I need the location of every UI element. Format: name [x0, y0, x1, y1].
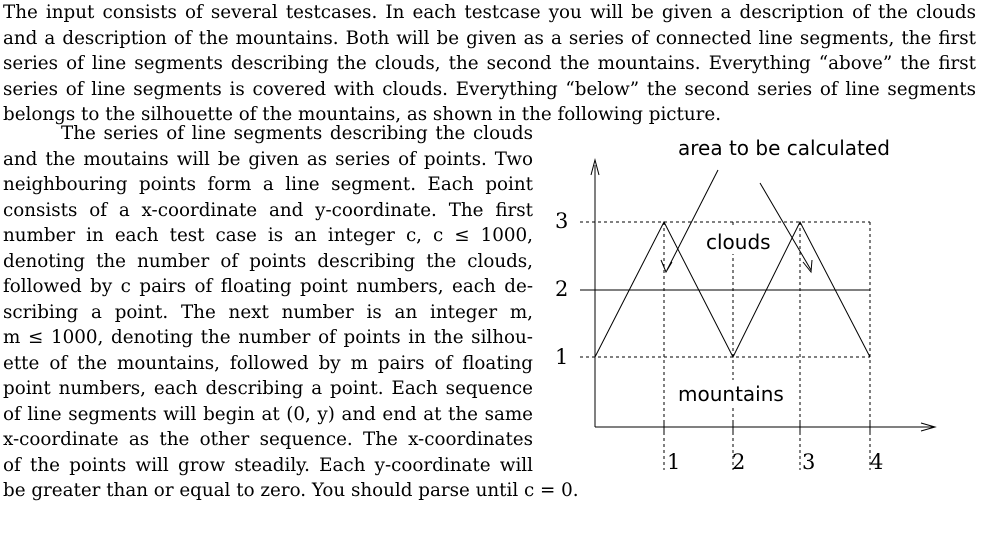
pointer-arrow-left-icon [661, 260, 672, 272]
x-tick-label: 3 [802, 450, 816, 474]
figure-title: area to be calculated [678, 136, 890, 160]
text-line: belongs to the silhouette of the mountains, as shown in the following picture. [3, 104, 722, 125]
text-line: of line segments will begin at (0, y) and end at the same [3, 403, 533, 425]
text-line: number in each test case is an integer c, c ≤ 1000, [3, 225, 533, 246]
clouds-label: clouds [706, 230, 771, 254]
text-line: scribing a point. The next number is an integer m, [3, 301, 533, 323]
pointer-line-left [667, 170, 718, 270]
text-line: denoting the number of points describing the clouds, [3, 250, 533, 272]
text-line: ette of the mountains, followed by m pairs of floating [3, 352, 533, 374]
text-line: series of line segments describing the clouds, the second the mountains. Everything “above” the first [3, 53, 976, 74]
text-line: be greater than or equal to zero. You should parse until c = 0. [3, 480, 579, 501]
text-line: consists of a x-coordinate and y-coordinate. The first [3, 199, 533, 221]
x-tick-label: 2 [732, 450, 746, 474]
pointer-arrow-right-icon [803, 260, 812, 272]
text-line: neighbouring points form a line segment. Each point [3, 174, 533, 195]
text-line: The input consists of several testcases. In each testcase you will be given a description of the clouds [3, 2, 976, 23]
text-line: x-coordinate as the other sequence. The x-coordinates [3, 429, 533, 450]
y-tick-label: 1 [555, 345, 569, 369]
y-tick-label: 2 [555, 277, 569, 301]
text-line: and the moutains will be given as series of points. Two [3, 148, 533, 170]
mountains-label: mountains [678, 382, 784, 406]
text-line: of the points will grow steadily. Each y-coordinate will [3, 454, 533, 476]
y-tick-label: 3 [555, 209, 569, 233]
text-line: The series of line segments describing the clouds [61, 123, 533, 144]
text-line: point numbers, each describing a point. Each sequence [3, 378, 533, 399]
text-line: followed by c pairs of floating point numbers, each de- [3, 276, 533, 297]
text-line: series of line segments is covered with clouds. Everything “below” the second series of line segments [3, 78, 976, 100]
text-line: and a description of the mountains. Both will be given as a series of connected line segments, the first [3, 27, 976, 49]
x-tick-label: 4 [870, 450, 884, 474]
pointer-line-right [760, 183, 811, 270]
x-tick-label: 1 [667, 450, 681, 474]
text-line: m ≤ 1000, denoting the number of points in the silhou- [3, 327, 533, 348]
